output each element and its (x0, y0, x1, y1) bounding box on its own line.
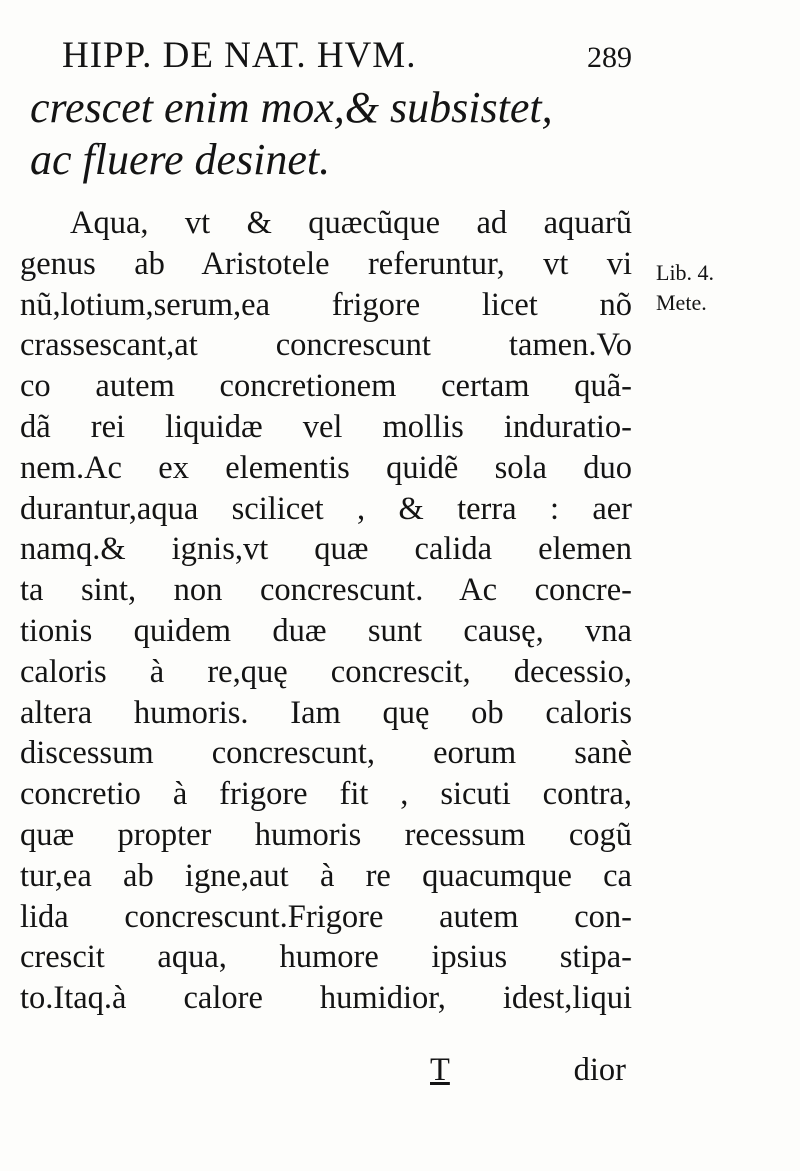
text-line: nũ,lotium,serum,ea frigore licet nõ (20, 286, 632, 323)
marginal-note-line: Lib. 4. (656, 260, 715, 285)
text-line: caloris à re,quę concrescit, decessio, (20, 653, 632, 690)
running-title: HIPP. DE NAT. HVM. (62, 35, 417, 76)
text-line: ta sint, non concrescunt. Ac concre- (20, 572, 632, 609)
text-line: to.Itaq.à calore humidior, idest,liqui (20, 980, 632, 1017)
text-line: dã rei liquidæ vel mollis induratio- (20, 408, 632, 445)
text-line: genus ab Aristotele referuntur, vt vi (20, 245, 632, 282)
text-line: co autem concretionem certam quã- (20, 368, 632, 405)
text-line: tionis quidem duæ sunt causę, vna (20, 612, 632, 649)
italic-heading (30, 82, 640, 186)
page-number: 289 (587, 41, 632, 74)
text-line: quæ propter humoris recessum cogũ (20, 816, 632, 853)
text-line: lida concrescunt.Frigore autem con- (20, 898, 632, 935)
page-header (62, 30, 632, 82)
signature-mark: T (430, 1052, 450, 1088)
text-line: discessum concrescunt, eorum sanè (20, 735, 632, 772)
text-line: durantur,aqua scilicet , & terra : aer (20, 490, 632, 527)
text-line: nem.Ac ex elementis quidẽ sola duo (20, 449, 632, 486)
page-footer (20, 1052, 632, 1102)
text-line: crescit aqua, humore ipsius stipa- (20, 939, 632, 976)
body-text (20, 203, 632, 1019)
italic-line: crescet enim mox,& subsistet, (30, 83, 553, 132)
text-line: concretio à frigore fit , sicuti contra, (20, 776, 632, 813)
text-line: tur,ea ab igne,aut à re quacumque ca (20, 857, 632, 894)
text-line: Aqua, vt & quæcũque ad aquarũ (70, 205, 632, 241)
catchword: dior (573, 1052, 626, 1088)
text-line: namq.& ignis,vt quæ calida elemen (20, 531, 632, 568)
marginal-note-line: Mete. (656, 290, 707, 315)
text-line: crassescant,at concrescunt tamen.Vo (20, 327, 632, 364)
italic-line: ac fluere desinet. (30, 135, 331, 184)
text-line: altera humoris. Iam quę ob caloris (20, 694, 632, 731)
marginal-note (656, 258, 776, 318)
